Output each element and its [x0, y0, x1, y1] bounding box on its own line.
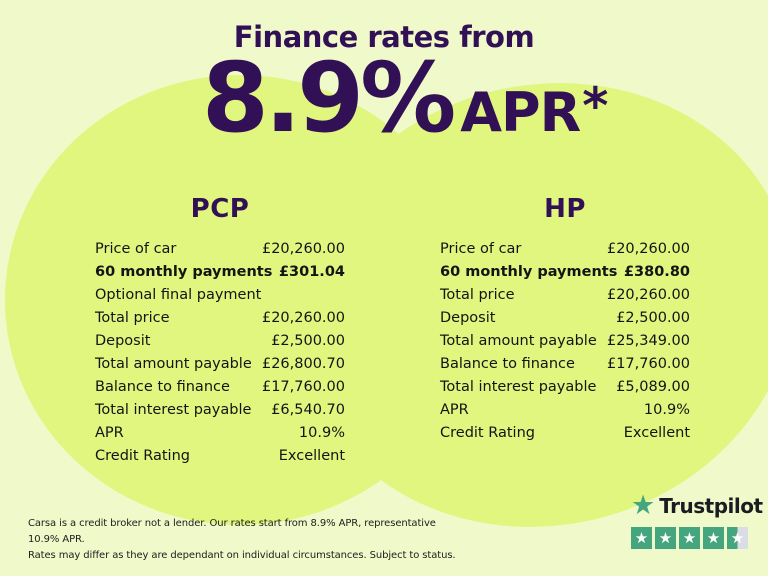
row-label: Balance to finance	[440, 356, 575, 372]
table-row	[95, 399, 345, 422]
row-value: £5,089.00	[616, 379, 690, 395]
table-row	[95, 353, 345, 376]
row-value: £6,540.70	[271, 402, 345, 418]
row-value: £2,500.00	[616, 310, 690, 326]
row-value: £17,760.00	[606, 356, 690, 372]
table-row	[95, 330, 345, 353]
row-value: £20,260.00	[261, 310, 345, 326]
table-row	[440, 399, 690, 422]
trustpilot-rating-box	[655, 527, 676, 549]
table-row	[95, 307, 345, 330]
pcp-finance-table	[95, 194, 345, 468]
row-label: Optional final payment	[95, 287, 262, 303]
trustpilot-widget	[631, 492, 763, 549]
row-label: Total price	[440, 287, 515, 303]
row-label: 60 monthly payments	[440, 264, 618, 280]
legal-disclaimer	[28, 516, 458, 564]
trustpilot-rating-box	[703, 527, 724, 549]
trustpilot-stars	[631, 527, 763, 549]
table-row	[440, 284, 690, 307]
row-label: Total interest payable	[440, 379, 597, 395]
row-value: Excellent	[278, 448, 345, 464]
trustpilot-rating-box	[727, 527, 748, 549]
headline-rate	[202, 42, 609, 154]
row-label: Total amount payable	[440, 333, 597, 349]
row-label: Total price	[95, 310, 170, 326]
apr-label: APR	[460, 81, 581, 144]
star-icon: ★	[682, 528, 697, 547]
row-value: 10.9%	[298, 425, 345, 441]
row-label: Credit Rating	[95, 448, 190, 464]
table-row	[440, 376, 690, 399]
hp-heading: HP	[544, 194, 586, 224]
row-value: £26,800.70	[261, 356, 345, 372]
row-value: £380.80	[623, 264, 690, 280]
table-row	[440, 353, 690, 376]
trustpilot-rating-box	[679, 527, 700, 549]
pcp-heading: PCP	[190, 194, 250, 224]
row-label: Deposit	[95, 333, 151, 349]
disclaimer-line-2: Rates may differ as they are dependant on individual circumstances. Subject to status.	[28, 550, 456, 561]
row-label: Total amount payable	[95, 356, 252, 372]
row-label: Balance to finance	[95, 379, 230, 395]
row-label: Deposit	[440, 310, 496, 326]
table-row	[440, 330, 690, 353]
table-row	[95, 238, 345, 261]
trustpilot-rating-box	[631, 527, 652, 549]
row-value: Excellent	[623, 425, 690, 441]
trustpilot-logo	[631, 492, 763, 519]
row-label: Price of car	[440, 241, 522, 257]
hp-finance-table	[440, 194, 690, 445]
row-value: 10.9%	[643, 402, 690, 418]
table-row	[95, 445, 345, 468]
star-icon: ★	[706, 528, 721, 547]
row-value: £17,760.00	[261, 379, 345, 395]
table-row	[440, 422, 690, 445]
row-label: APR	[95, 425, 124, 441]
row-label: APR	[440, 402, 469, 418]
row-value: £301.04	[278, 264, 345, 280]
trustpilot-star-icon: ★	[631, 490, 656, 521]
row-label: Credit Rating	[440, 425, 535, 441]
table-row	[95, 422, 345, 445]
row-value: £20,260.00	[606, 241, 690, 257]
row-label: 60 monthly payments	[95, 264, 273, 280]
star-icon: ★	[730, 528, 745, 547]
table-row	[95, 376, 345, 399]
table-row	[95, 284, 345, 307]
row-label: Price of car	[95, 241, 177, 257]
table-row	[440, 261, 690, 284]
pcp-rows	[95, 238, 345, 468]
table-row	[440, 307, 690, 330]
row-value: £20,260.00	[606, 287, 690, 303]
row-value: £20,260.00	[261, 241, 345, 257]
rate-value: 8.9%	[202, 42, 453, 154]
star-icon: ★	[658, 528, 673, 547]
table-row	[440, 238, 690, 261]
hp-rows	[440, 238, 690, 445]
trustpilot-wordmark: Trustpilot	[659, 493, 763, 518]
disclaimer-line-1: Carsa is a credit broker not a lender. Our rates start from 8.9% APR, representative 10.9% APR.	[28, 518, 436, 545]
star-icon: ★	[634, 528, 649, 547]
asterisk-footnote-marker: *	[582, 77, 609, 135]
banner-title: Finance rates from	[233, 20, 535, 54]
row-value: £2,500.00	[271, 333, 345, 349]
row-label: Total interest payable	[95, 402, 252, 418]
table-row	[95, 261, 345, 284]
row-value: £25,349.00	[606, 333, 690, 349]
